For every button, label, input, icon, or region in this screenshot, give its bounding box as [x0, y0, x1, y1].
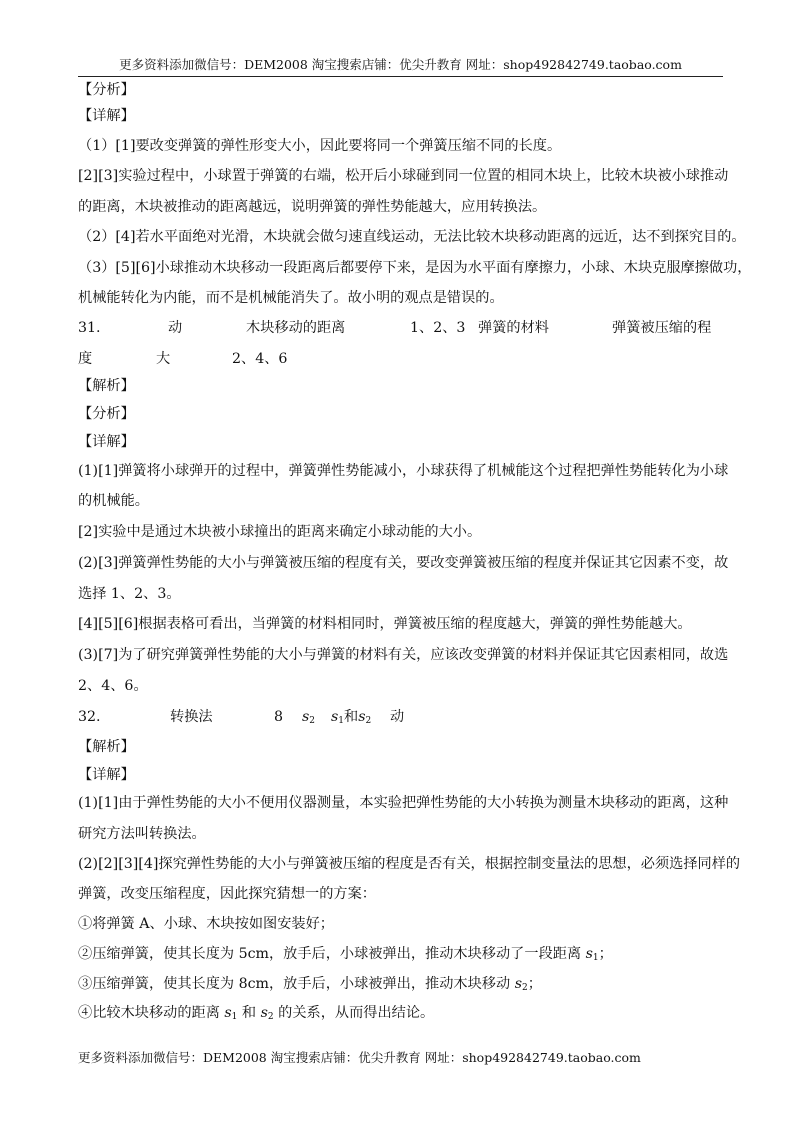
answer-blank: 弹簧被压缩的程 [612, 320, 712, 336]
text-line: （1）[1]要改变弹簧的弹性形变大小，因此要将同一个弹簧压缩不同的长度。 [78, 138, 562, 154]
answer-blank: 动 [390, 709, 405, 725]
question-number: 31. [78, 320, 101, 336]
answer-blank: 转换法 [170, 709, 213, 725]
section-heading-detail: 【详解】 [78, 767, 135, 783]
text-line: 2、4、6。 [78, 678, 148, 694]
question-number: 32. [78, 709, 101, 725]
section-heading-solution: 【解析】 [78, 739, 135, 755]
answer-blank-continued: 度 [78, 351, 93, 367]
text-line: （3）[5][6]小球推动木块移动一段距离后都要停下来，是因为水平面有摩擦力，小球、木块克服摩擦做功， [78, 260, 752, 276]
answer-blank: 1、2、3 [410, 320, 466, 336]
text-line: 的机械能。 [78, 493, 149, 509]
page-footer: 更多资料添加微信号：DEM2008 淘宝搜索店铺：优尖升教育 网址：shop492842749.taobao.com [78, 1050, 641, 1065]
answer-blank: $s_1$和$s_2$ [331, 709, 372, 726]
section-heading-detail: 【详解】 [78, 434, 135, 450]
answer-blank: 8 [274, 709, 284, 725]
text-line: 弹簧，改变压缩程度，因此探究猜想一的方案： [78, 886, 376, 902]
answer-blank: 2、4、6 [232, 351, 288, 367]
step-3: ③压缩弹簧，使其长度为 8cm，放手后，小球被弹出，推动木块移动 $s_2$； [78, 976, 542, 993]
section-heading-solution: 【解析】 [78, 378, 135, 394]
text-line: (1)[1]由于弹性势能的大小不便用仪器测量，本实验把弹性势能的大小转换为测量木块移动的距离，这种 [78, 795, 729, 811]
text-line: 机械能转化为内能，而不是机械能消失了。故小明的观点是错误的。 [78, 290, 504, 306]
step-1: ①将弹簧 A、小球、木块按如图安装好； [78, 916, 334, 932]
text-line: (1)[1]弹簧将小球弹开的过程中，弹簧弹性势能减小，小球获得了机械能这个过程把弹性势能转化为小球 [78, 463, 729, 479]
step-4: ④比较木块移动的距离 $s_1$ 和 $s_2$ 的关系，从而得出结论。 [78, 1005, 435, 1022]
answer-blank: 弹簧的材料 [478, 320, 549, 336]
answer-blank: 动 [168, 320, 183, 336]
text-line: 选择 1、2、3。 [78, 586, 181, 602]
text-line: [2]实验中是通过木块被小球撞出的距离来确定小球动能的大小。 [78, 524, 482, 540]
text-line: (3)[7]为了研究弹簧弹性势能的大小与弹簧的材料有关，应该改变弹簧的材料并保证其它因素相同，故选 [78, 647, 729, 663]
text-line: 研究方法叫转换法。 [78, 826, 206, 842]
step-2: ②压缩弹簧，使其长度为 5cm，放手后，小球被弹出，推动木块移动了一段距离 $s_1$； [78, 946, 613, 963]
section-heading-detail: 【详解】 [78, 108, 135, 124]
answer-blank: 木块移动的距离 [246, 320, 346, 336]
text-line: [2][3]实验过程中，小球置于弹簧的右端，松开后小球碰到同一位置的相同木块上，比较木块被小球推动 [78, 168, 729, 184]
text-line: (2)[3]弹簧弹性势能的大小与弹簧被压缩的程度有关，要改变弹簧被压缩的程度并保证其它因素不变，故 [78, 555, 729, 571]
section-heading-analysis: 【分析】 [78, 82, 135, 98]
text-line: （2）[4]若水平面绝对光滑，木块就会做匀速直线运动，无法比较木块移动距离的远近，达不到探究目的。 [78, 229, 746, 245]
text-line: [4][5][6]根据表格可看出，当弹簧的材料相同时，弹簧被压缩的程度越大，弹簧的弹性势能越大。 [78, 616, 692, 632]
answer-blank: 大 [156, 351, 171, 367]
page-header: 更多资料添加微信号：DEM2008 淘宝搜索店铺：优尖升教育 网址：shop492842749.taobao.com [78, 57, 723, 77]
answer-blank: $s_2$ [302, 709, 316, 726]
section-heading-analysis: 【分析】 [78, 406, 135, 422]
text-line: (2)[2][3][4]探究弹性势能的大小与弹簧被压缩的程度是否有关，根据控制变量法的思想，必须选择同样的 [78, 856, 741, 872]
text-line: 的距离，木块被推动的距离越远，说明弹簧的弹性势能越大，应用转换法。 [78, 199, 547, 215]
